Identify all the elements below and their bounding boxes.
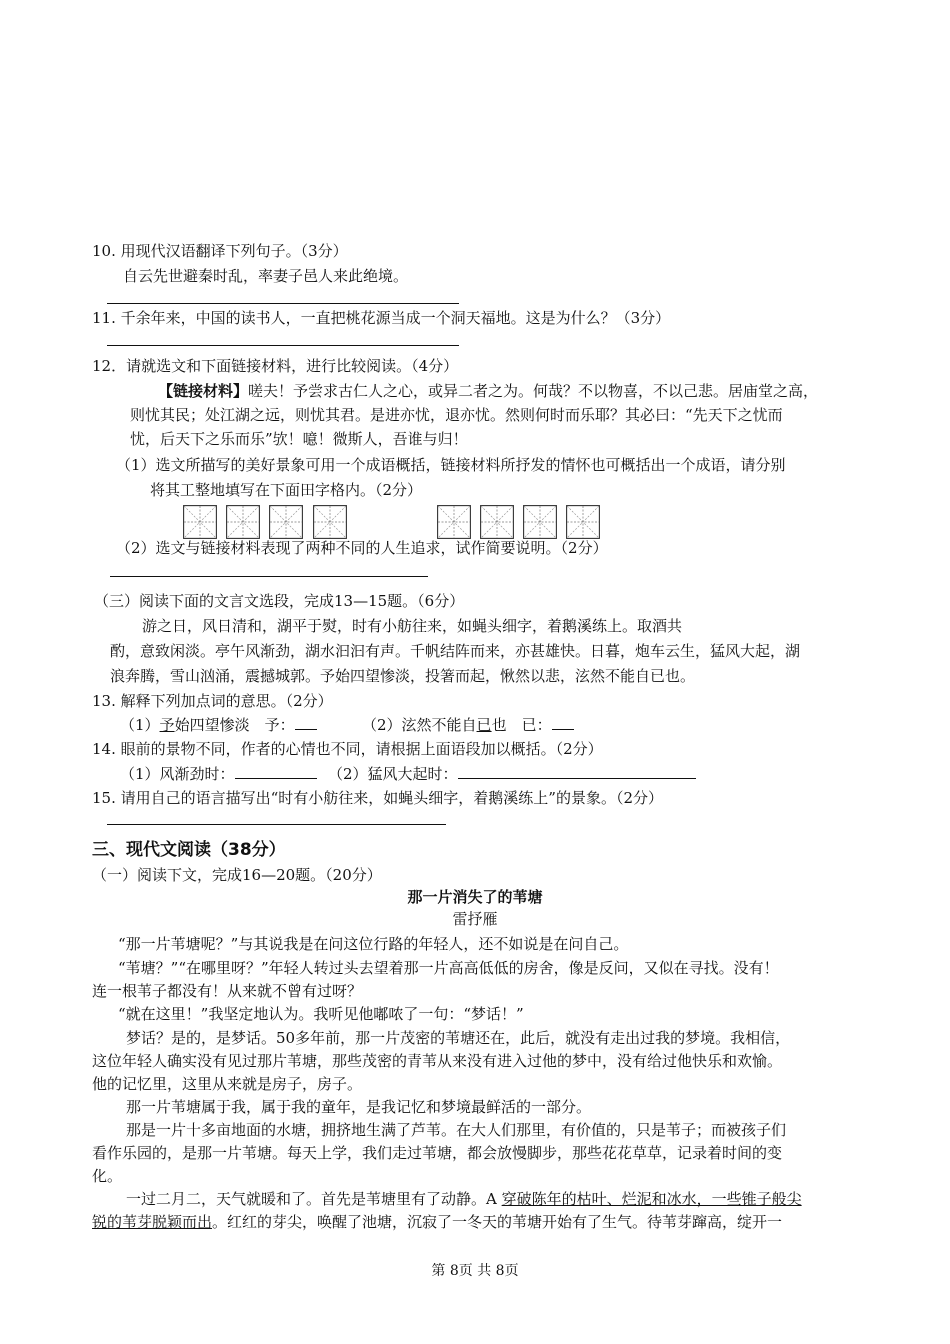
part3-para-line1: 游之日，风日清和，湖平于熨，时有小舫往来，如蝇头细字，着鹅溪练上。取酒共 [142, 617, 683, 635]
q13-blank2[interactable] [552, 715, 574, 730]
q12-answer-line[interactable] [110, 576, 428, 577]
q11-title: 11. 千余年来，中国的读书人，一直把桃花源当成一个洞天福地。这是为什么？（3分） [92, 309, 671, 327]
article-line: 梦话？是的，是梦话。50多年前，那一片茂密的苇塘还在，此后，就没有走出过我的梦境。我相信， [126, 1029, 791, 1047]
q13-item2: （2）泫然不能自已也 已： [362, 714, 574, 736]
underlined-sentence-a: 穿破陈年的枯叶、烂泥和冰水，一些锥子般尖 [501, 1190, 802, 1208]
section3-subtitle: （一）阅读下文，完成16—20题。（20分） [92, 866, 382, 884]
article-line: 那一片苇塘属于我，属于我的童年，是我记忆和梦境最鲜活的一部分。 [126, 1098, 592, 1116]
q13-item1: （1）予始四望惨淡 予： [120, 714, 317, 736]
tianzige-box[interactable] [183, 505, 217, 539]
dotted-char-yu: 予 [159, 716, 175, 734]
underlined-sentence-a-cont: 锐的苇芽脱颖而出 [92, 1213, 213, 1231]
article-line: “那一片苇塘呢？”与其说我是在问这位行路的年轻人，还不如说是在问自己。 [118, 935, 629, 953]
q14-item1: （1）风渐劲时： [120, 763, 317, 785]
dotted-char-yi: 已 [476, 716, 492, 734]
tianzige-box[interactable] [269, 505, 303, 539]
article-line: “苇塘？”“在哪里呀？”年轻人转过头去望着那一片高高低低的房舍，像是反问，又似在寻找。没有！ [118, 959, 779, 977]
q12-link-line1: 【链接材料】嗟夫！予尝求古仁人之心，或异二者之为。何哉？不以物喜，不以己悲。居庙堂之高， [158, 382, 819, 400]
part3-para-line2: 酌，意致闲淡。亭午风渐劲，湖水汩汩有声。千帆结阵而来，亦甚雄快。日暮，炮车云生，猛风大起，湖 [110, 642, 801, 660]
q15-title: 15. 请用自己的语言描写出“时有小舫往来，如蝇头细字，着鹅溪练上”的景象。（2分） [92, 789, 664, 807]
article-author: 雷抒雁 [452, 910, 498, 928]
tianzige-box[interactable] [566, 505, 600, 539]
q10-sentence: 自云先世避秦时乱，率妻子邑人来此绝境。 [123, 267, 409, 285]
article-line: 化。 [92, 1167, 123, 1185]
article-line: 那是一片十多亩地面的水塘，拥挤地生满了芦苇。在大人们那里，有价值的，只是苇子；而被孩子们 [126, 1121, 787, 1139]
part3-title: （三）阅读下面的文言文选段，完成13—15题。（6分） [94, 592, 465, 610]
article-line-a: 一过二月二，天气就暖和了。首先是苇塘里有了动静。A 穿破陈年的枯叶、烂泥和冰水，一些锥子般尖 [126, 1190, 802, 1208]
article-title: 那一片消失了的苇塘 [407, 888, 543, 906]
article-line: 这位年轻人确实没有见过那片苇塘，那些茂密的青苇从来没有进入过他的梦中，没有给过他快乐和欢愉。 [92, 1052, 783, 1070]
q13-title: 13. 解释下列加点词的意思。（2分） [92, 692, 333, 710]
article-line: 他的记忆里，这里从来就是房子，房子。 [92, 1075, 363, 1093]
article-line: “就在这里！”我坚定地认为。我听见他嘟哝了一句：“梦话！” [118, 1005, 524, 1023]
tianzige-box[interactable] [523, 505, 557, 539]
tianzige-box[interactable] [480, 505, 514, 539]
q10-title: 10. 用现代汉语翻译下列句子。（3分） [92, 242, 348, 260]
page-footer: 第 8页 共 8页 [431, 1263, 519, 1279]
q12-sub2: （2）选文与链接材料表现了两种不同的人生追求，试作简要说明。（2分） [116, 539, 608, 557]
article-line: 连一根苇子都没有！从来就不曾有过呀？ [92, 982, 363, 1000]
link-material-label: 【链接材料】 [158, 382, 249, 400]
article-line: 看作乐园的，是那一片苇塘。每天上学，我们走过苇塘，都会放慢脚步，那些花花草草，记录着时间的变 [92, 1144, 783, 1162]
article-line-a-cont: 锐的苇芽脱颖而出。红红的芽尖，唤醒了池塘，沉寂了一冬天的苇塘开始有了生气。待苇芽蹿高，绽开一 [92, 1213, 783, 1231]
q13-blank1[interactable] [295, 715, 317, 730]
q12-link-line2: 则忧其民；处江湖之远，则忧其君。是进亦忧，退亦忧。然则何时而乐耶？其必曰：“先天下之忧而 [130, 406, 783, 424]
q15-answer-line[interactable] [107, 824, 446, 825]
q10-answer-line[interactable] [107, 303, 459, 304]
q14-blank2[interactable] [458, 764, 696, 779]
tianzige-box[interactable] [313, 505, 347, 539]
part3-para-line3: 浪奔腾，雪山汹涌，震撼城郭。予始四望惨淡，投箸而起，愀然以悲，泫然不能自已也。 [110, 667, 696, 685]
q12-link-line3: 忧，后天下之乐而乐”欤！噫！微斯人，吾谁与归！ [130, 430, 468, 448]
q14-title: 14. 眼前的景物不同，作者的心情也不同，请根据上面语段加以概括。（2分） [92, 740, 603, 758]
section3-title: 三、现代文阅读（38分） [92, 840, 286, 860]
q12-sub1-line2: 将其工整地填写在下面田字格内。（2分） [150, 481, 423, 499]
q14-item2: （2）猛风大起时： [328, 763, 696, 785]
tianzige-box[interactable] [437, 505, 471, 539]
q12-title: 12．请就选文和下面链接材料，进行比较阅读。（4分） [92, 357, 459, 375]
q14-blank1[interactable] [235, 764, 317, 779]
q12-sub1-line1: （1）选文所描写的美好景象可用一个成语概括，链接材料所抒发的情怀也可概括出一个成语，请分别 [116, 456, 786, 474]
tianzige-box[interactable] [226, 505, 260, 539]
q11-answer-line[interactable] [107, 345, 459, 346]
